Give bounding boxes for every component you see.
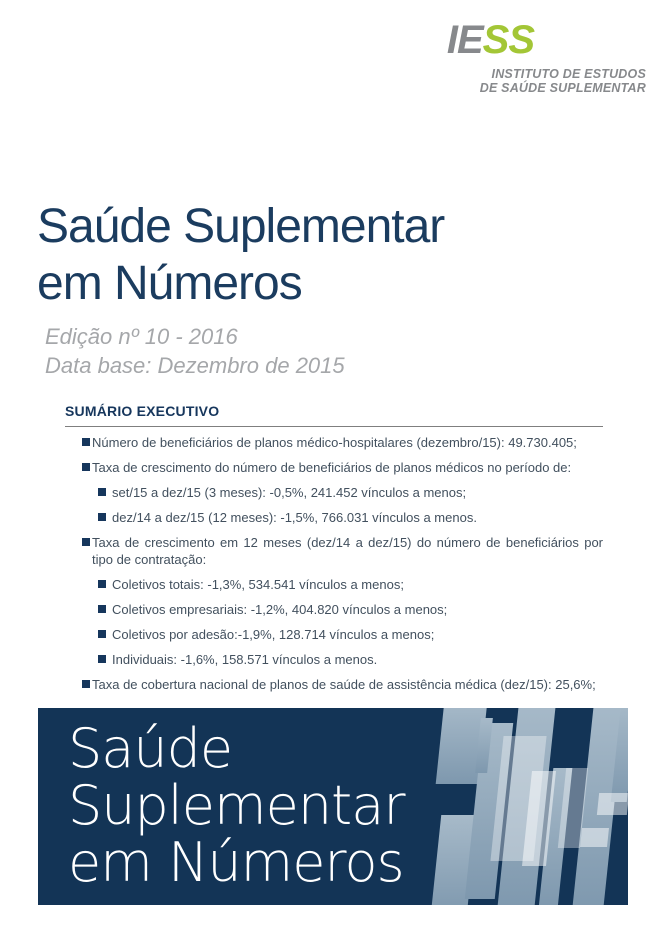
bullet-square-icon <box>98 605 106 613</box>
list-item <box>65 651 603 668</box>
list-item-text: Taxa de crescimento do número de beneficiários de planos médicos no período de: <box>92 460 572 475</box>
list-item-text: Número de beneficiários de planos médico-hospitalares (dezembro/15): 49.730.405; <box>92 435 577 450</box>
list-item <box>65 484 603 501</box>
institute-name-line2: DE SAÚDE SUPLEMENTAR <box>479 81 646 95</box>
bullet-square-icon <box>82 680 90 688</box>
list-item <box>65 626 603 643</box>
iess-logo-wordmark <box>447 20 646 60</box>
list-item-text: dez/14 a dez/15 (12 meses): -1,5%, 766.031 vínculos a menos. <box>112 510 477 525</box>
banner-title <box>68 717 405 894</box>
banner-art-bar <box>580 828 609 847</box>
banner-title-line2: Suplementar <box>68 774 405 837</box>
bullet-square-icon <box>98 655 106 663</box>
data-base: Data base: Dezembro de 2015 <box>45 353 345 378</box>
list-item-text: Coletivos empresariais: -1,2%, 404.820 vínculos a menos; <box>112 602 448 617</box>
page-title <box>37 198 444 312</box>
bullet-square-icon <box>82 438 90 446</box>
list-item-text: Coletivos por adesão:-1,9%, 128.714 vínculos a menos; <box>112 627 435 642</box>
list-item <box>65 534 603 568</box>
list-item <box>65 459 603 476</box>
banner-title-line3: em Números <box>68 831 404 894</box>
bullet-square-icon <box>98 513 106 521</box>
footer-banner <box>38 708 628 905</box>
page-title-line1: Saúde Suplementar <box>37 200 445 253</box>
list-item <box>65 576 603 593</box>
bullet-square-icon <box>98 488 106 496</box>
list-item <box>65 676 603 693</box>
list-item-text: Taxa de cobertura nacional de planos de saúde de assistência médica (dez/15): 25,6%; <box>92 677 596 692</box>
list-item-text: Coletivos totais: -1,3%, 534.541 vínculos a menos; <box>112 577 404 592</box>
executive-summary <box>65 403 603 701</box>
banner-title-line1: Saúde <box>68 717 233 780</box>
iess-logo <box>447 20 646 95</box>
edition-subtitle <box>45 322 345 380</box>
executive-summary-heading: SUMÁRIO EXECUTIVO <box>65 403 603 427</box>
page-title-line2: em Números <box>37 257 302 310</box>
list-item-text: Taxa de crescimento em 12 meses (dez/14 a dez/15) do número de beneficiários por tipo de contratação: <box>92 535 603 567</box>
list-item-text: set/15 a dez/15 (3 meses): -0,5%, 241.452 vínculos a menos; <box>112 485 467 500</box>
institute-name-line1: INSTITUTO DE ESTUDOS <box>491 67 646 81</box>
logo-letters-ie: IE <box>446 18 483 62</box>
logo-letters-ss: SS <box>482 18 534 62</box>
banner-art-bar <box>597 793 628 815</box>
bullet-square-icon <box>98 630 106 638</box>
bullet-square-icon <box>82 463 90 471</box>
list-item <box>65 509 603 526</box>
iess-logo-subtitle <box>447 67 646 95</box>
executive-summary-list <box>65 434 603 693</box>
list-item <box>65 601 603 618</box>
bullet-square-icon <box>98 580 106 588</box>
list-item <box>65 434 603 451</box>
list-item-text: Individuais: -1,6%, 158.571 vínculos a menos. <box>112 652 378 667</box>
edition-number: Edição nº 10 - 2016 <box>45 324 238 349</box>
bullet-square-icon <box>82 538 90 546</box>
